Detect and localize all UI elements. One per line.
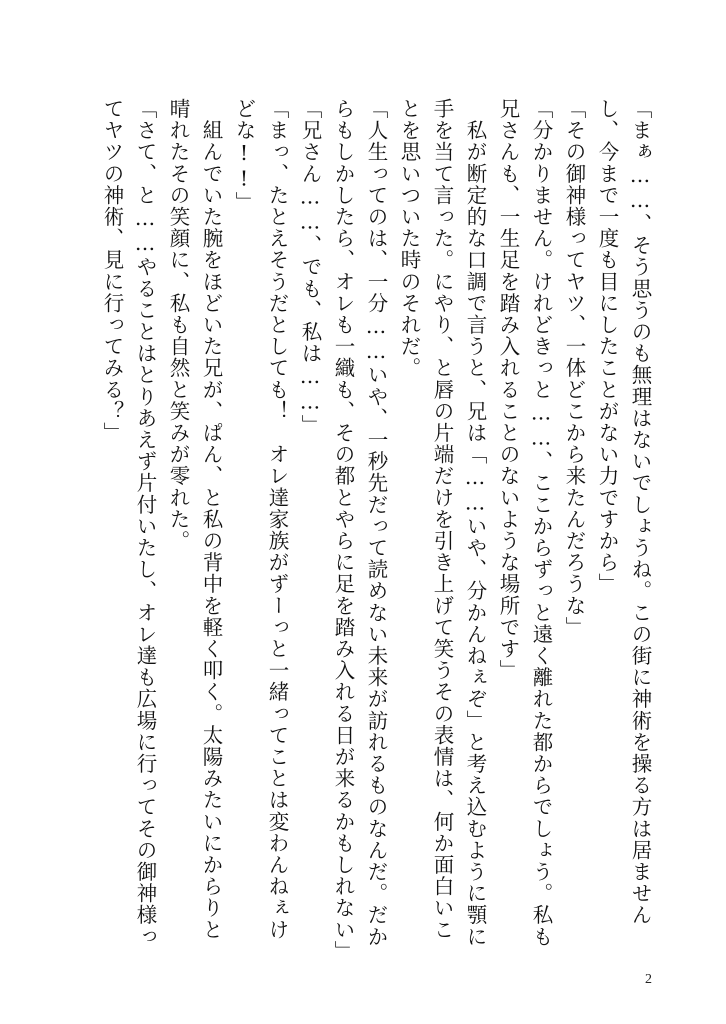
- paragraph: 「人生ってのは、一分……いや、一秒先だって読めない未来が訪れるものなんだ。だからもしかしたら、オレも一織も、その都とやらに足を踏み入れる日が来るかもしれない」: [331, 98, 388, 962]
- paragraph: 「分かりません。けれどきっと……、ここからずっと遠く離れた都からでしょう。私も兄さんも、一生足を踏み入れることのないような場所です」: [496, 98, 553, 948]
- paragraph: 組んでいた腕をほどいた兄が、ぱん、と私の背中を軽く叩く。太陽みたいにからりと晴れたその笑顔に、私も自然と笑みが零れた。: [166, 98, 223, 941]
- paragraph: 私が断定的な口調で言うと、兄は「……いや、分かんねぇぞ」と考え込むように顎に手を当て言った。にやり、と唇の片端だけを引き上げて笑うその表情は、何か面白いことを思いついた時のそれだ。: [397, 98, 487, 948]
- page-number: 2: [645, 972, 652, 987]
- paragraph: 「さて、と……やることはとりあえず片付いたし、オレ達も広場に行ってその御神様ってヤツの神術、見に行ってみる？」: [100, 98, 157, 948]
- paragraph: 「まっ、たとえそうだとしても！ オレ達家族がずーっと一緒ってことは変わんねぇけどな!!」: [232, 98, 289, 941]
- vertical-text-body: [95, 98, 656, 962]
- paragraph: 「兄さん……、でも、私は……」: [298, 98, 322, 436]
- paragraph: 「その御神様ってヤツ、一体どこから来たんだろうな」: [562, 98, 586, 638]
- paragraph: 「まぁ……、そう思うのも無理はないでしょうね。この街に神術を操る方は居ませんし、今まで一度も目にしたことがない力ですから」: [595, 98, 652, 926]
